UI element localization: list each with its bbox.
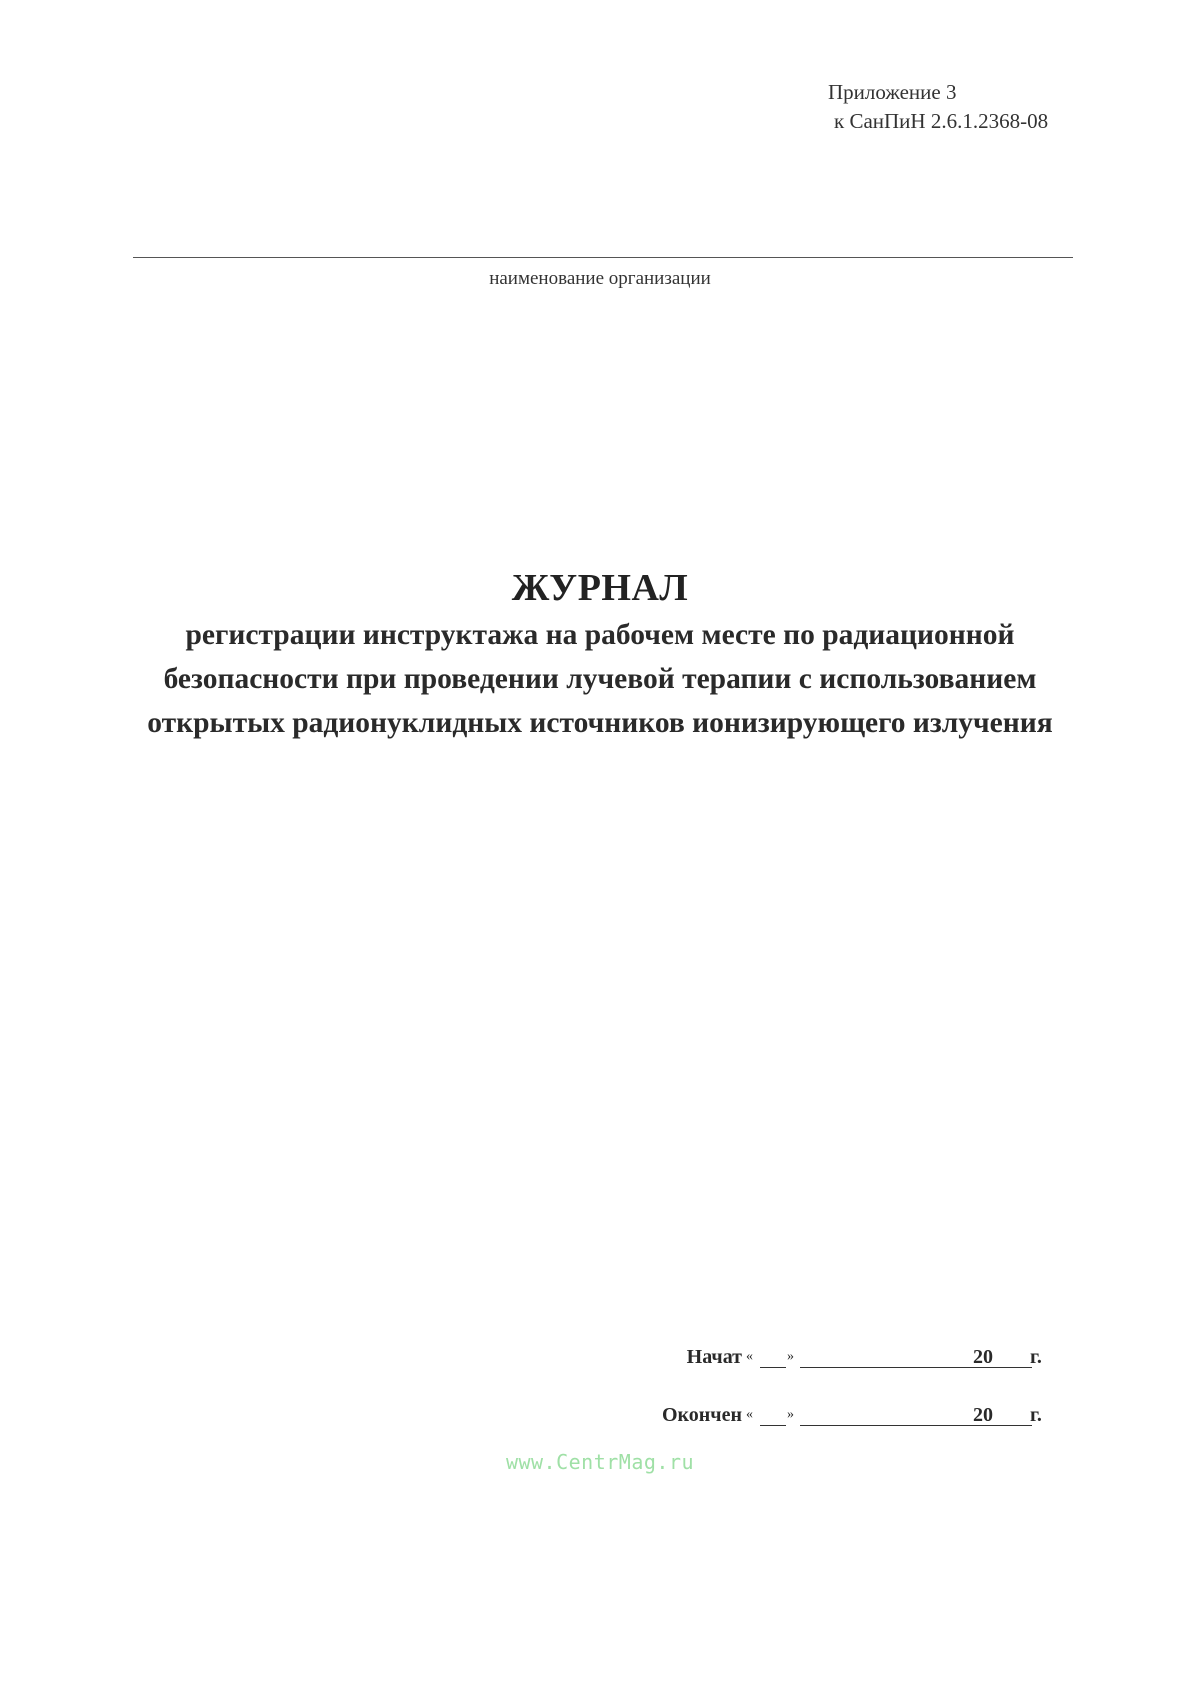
end-date-label: Окончен bbox=[661, 1404, 742, 1426]
start-date-row bbox=[560, 1346, 1060, 1376]
start-year-blank bbox=[997, 1367, 1027, 1368]
end-year-blank bbox=[997, 1425, 1027, 1426]
journal-subtitle-line: безопасности при проведении лучевой терапии с использованием bbox=[163, 663, 1037, 695]
appendix-number: Приложение 3 bbox=[828, 80, 957, 104]
start-date-label: Начат bbox=[686, 1346, 742, 1368]
end-quote-open: « bbox=[746, 1407, 753, 1422]
journal-title: ЖУРНАЛ bbox=[511, 567, 689, 609]
start-day-blank bbox=[760, 1367, 786, 1368]
start-year-prefix: 20 bbox=[973, 1346, 993, 1368]
end-year-suffix: г. bbox=[1030, 1404, 1042, 1426]
appendix-standard: к СанПиН 2.6.1.2368-08 bbox=[834, 109, 1049, 133]
end-quote-close: » bbox=[787, 1407, 794, 1422]
end-date-row bbox=[560, 1404, 1060, 1434]
journal-subtitle-line: регистрации инструктажа на рабочем месте по радиационной bbox=[185, 619, 1015, 651]
end-day-blank bbox=[760, 1425, 786, 1426]
start-quote-close: » bbox=[787, 1349, 794, 1364]
start-year-suffix: г. bbox=[1030, 1346, 1042, 1368]
start-quote-open: « bbox=[746, 1349, 753, 1364]
journal-subtitle bbox=[60, 613, 1140, 745]
organization-name-caption: наименование организации bbox=[489, 268, 711, 289]
appendix-reference bbox=[828, 78, 1048, 136]
organization-name-line bbox=[133, 257, 1073, 258]
end-year-prefix: 20 bbox=[973, 1404, 993, 1426]
journal-subtitle-line: открытых радионуклидных источников ионизирующего излучения bbox=[147, 707, 1053, 739]
site-watermark: www.CentrMag.ru bbox=[505, 1450, 695, 1474]
